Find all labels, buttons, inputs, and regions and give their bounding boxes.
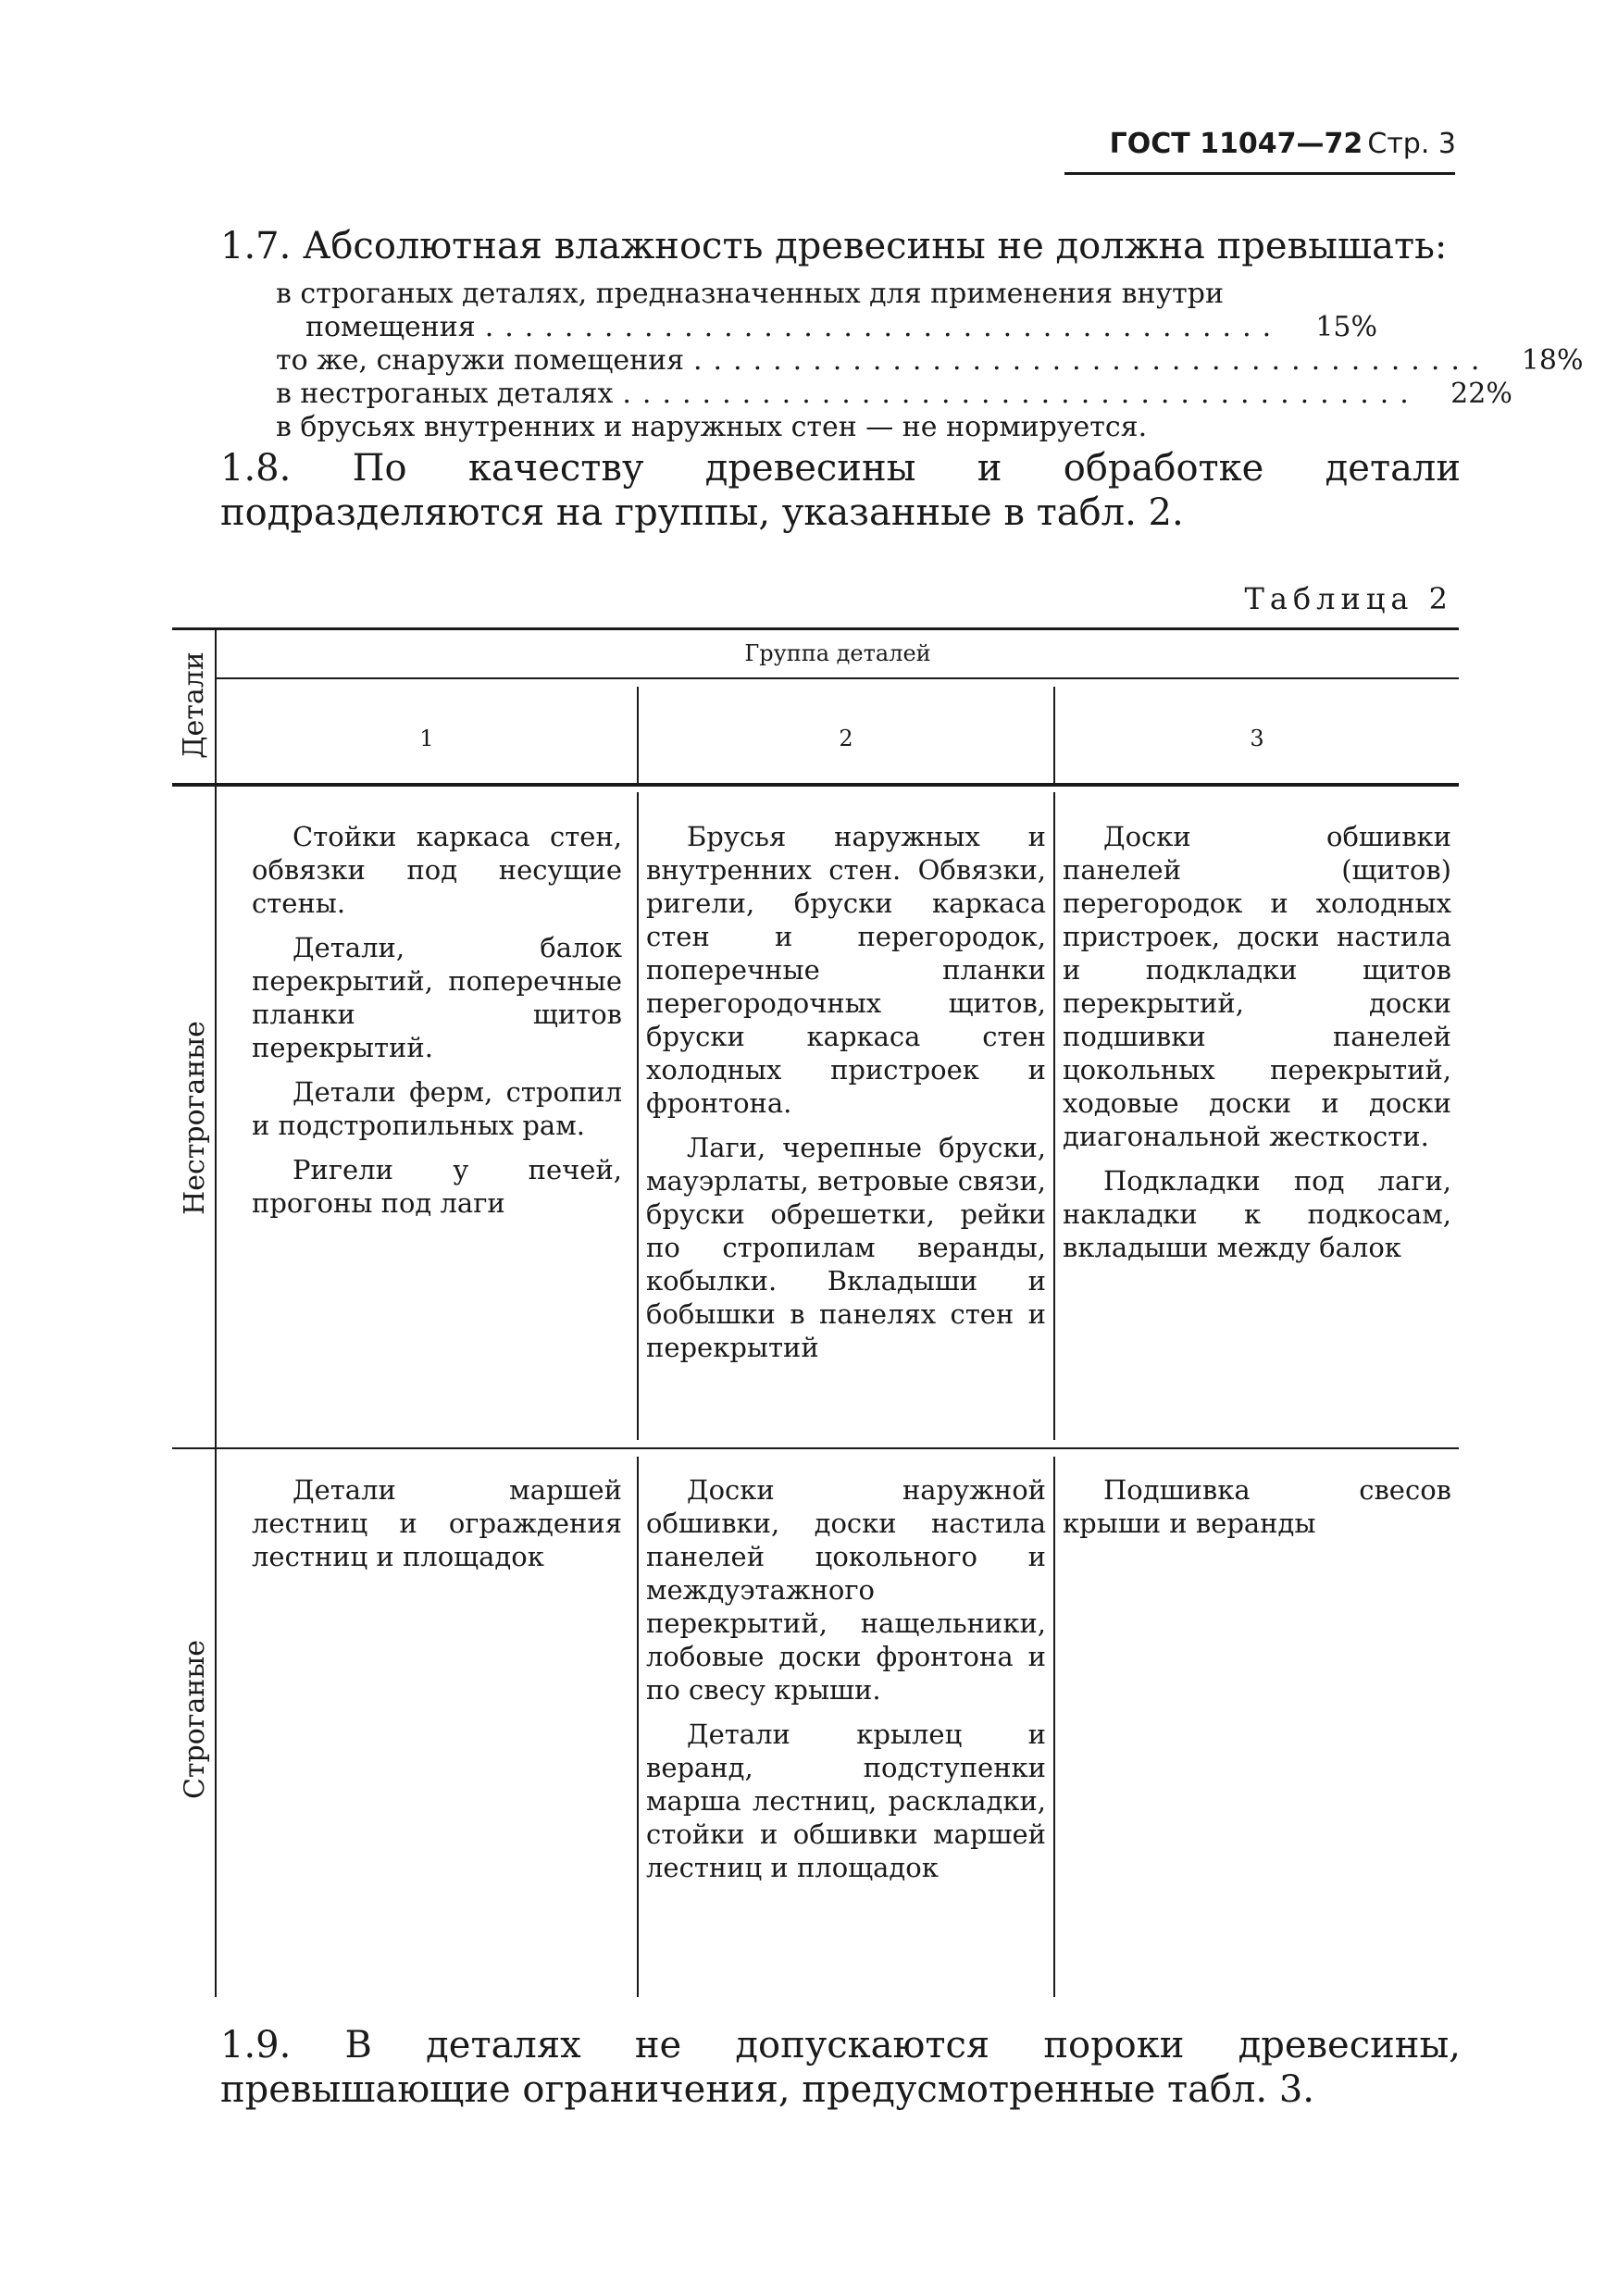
row-label-unplaned: Нестроганые	[179, 1021, 211, 1215]
moisture-item: то же, снаружи помещения ........................................ 18%	[276, 344, 1584, 377]
moisture-value: 18%	[1521, 344, 1584, 377]
moisture-item: в нестроганых деталях ........................................ 22%	[276, 378, 1512, 410]
paragraph-1-8: 1.8. По качеству древесины и обработке детали подразделяются на группы, указанные в табл. 2.	[220, 447, 1461, 534]
moisture-value: 22%	[1450, 378, 1512, 410]
table-cell: Подшивка свесов крыши и веранды	[1063, 1474, 1451, 1539]
moisture-item: в брусьях внутренних и наружных стен — не нормируется.	[276, 411, 1148, 443]
label-column-rule	[215, 627, 217, 1997]
table-top-rule	[172, 627, 1459, 630]
table-cell: Стойки каркаса стен, обвязки под несущие стены. Детали, балок перекрытий, поперечные планки щитов перекрытий. Детали ферм, стропил и подстропильных рам. Ригели у печей, прогоны под лаги	[252, 821, 622, 1219]
paragraph-1-9: 1.9. В деталях не допускаются пороки древесины, превышающие ограничения, предусмотренные табл. 3.	[220, 2024, 1461, 2111]
column-rule	[637, 1457, 639, 1997]
moisture-item: в строганых деталях, предназначенных для применения внутри	[276, 278, 1224, 310]
moisture-value: 15%	[1315, 311, 1377, 343]
table-cell: Детали маршей лестниц и ограждения лестниц и площадок	[252, 1474, 622, 1572]
row-divider	[172, 1447, 1459, 1449]
table-cell: Брусья наружных и внутренних стен. Обвязки, ригели, бруски каркаса стен и перегородок, поперечные планки перегородочных щитов, бруски каркаса стен холодных пристроек и фронтона. Лаги, черепные бруски, мауэрлаты, ветровые связи, бруски обрешетки, рейки по стропилам веранды, кобылки. Вкладыши и бобышки в панелях стен и перекрытий	[646, 821, 1046, 1363]
page-number: Стр. 3	[1367, 128, 1456, 160]
moisture-list	[276, 278, 1584, 444]
group-number: 2	[839, 726, 853, 751]
group-number: 3	[1250, 726, 1264, 751]
header-bottom-rule	[172, 783, 1459, 787]
paragraph-1-7: 1.7. Абсолютная влажность древесины не должна превышать:	[220, 225, 1448, 267]
table-cell: Доски наружной обшивки, доски настила панелей цокольного и междуэтажного перекрытий, нащельники, лобовые доски фронтона и по свесу крыши. Детали крылец и веранд, подступенки марша лестниц, раскладки, стойки и обшивки маршей лестниц и площадок	[646, 1474, 1046, 1883]
table-caption: Таблица 2	[1244, 581, 1453, 616]
group-header: Группа деталей	[744, 640, 931, 666]
row-label-planed: Строганые	[179, 1639, 211, 1800]
column-rule	[1053, 792, 1055, 1440]
group-header-rule	[217, 677, 1459, 679]
parts-column-label: Детали	[178, 652, 210, 759]
group-number: 1	[419, 726, 434, 751]
column-rule	[1053, 1457, 1055, 1997]
table-cell: Доски обшивки панелей (щитов) перегородок и холодных пристроек, доски настила и подкладки щитов перекрытий, доски подшивки панелей цокольных перекрытий, ходовые доски и доски диагональной жесткости. Подкладки под лаги, накладки к подкосам, вкладыши между балок	[1063, 821, 1451, 1263]
document-code: ГОСТ 11047—72	[1109, 128, 1363, 160]
moisture-item: помещения ........................................ 15%	[305, 311, 1377, 343]
column-rule	[637, 792, 639, 1440]
page-header	[1110, 128, 1456, 160]
header-rule	[1064, 172, 1455, 175]
